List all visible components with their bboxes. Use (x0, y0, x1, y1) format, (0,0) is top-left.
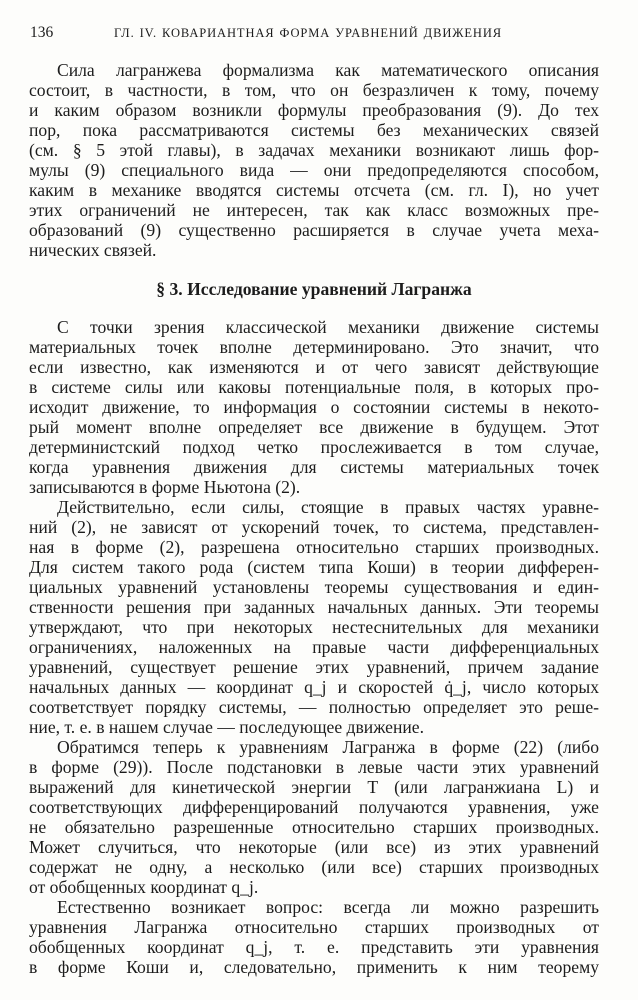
text-line: и каким образом возникли формулы преобразования (9). До тех (29, 100, 599, 120)
text-line: Естественно возникает вопрос: всегда ли можно разрешить (57, 897, 599, 917)
page-number: 136 (30, 24, 54, 41)
page-header (30, 20, 602, 46)
text-line: начальных данных — координат q_j и скоростей q̇_j, число которых (29, 677, 599, 697)
paragraph (29, 317, 599, 497)
text-line: материальных точек вполне детерминировано. Это значит, что (29, 337, 599, 357)
text-line: Обратимся теперь к уравнениям Лагранжа в форме (22) (либо (57, 737, 599, 757)
text-line: мулы (9) специального вида — они предопределяются способом, (29, 160, 599, 180)
text-line: в форме Коши и, следовательно, применить к ним теорему (29, 957, 599, 977)
text-line: Действительно, если силы, стоящие в правых частях уравне- (57, 497, 599, 517)
text-line: ограничениях, наложенных на правые части дифференциальных (29, 637, 599, 657)
text-line: циальных уравнений установлены теоремы существования и един- (29, 577, 599, 597)
text-line: если известно, как изменяются и от чего зависят действующие (29, 357, 599, 377)
text-line: состоит, в частности, в том, что он безразличен к тому, почему (29, 80, 599, 100)
text-line: когда уравнения движения для системы материальных точек (29, 457, 599, 477)
body-text (29, 60, 599, 977)
text-line: исходит движение, то информация о состоянии системы в некото- (29, 397, 599, 417)
paragraph (29, 737, 599, 897)
paragraph (29, 897, 599, 977)
text-line: записываются в форме Ньютона (2). (29, 477, 301, 497)
text-line: в форме (29)). После подстановки в левые части этих уравнений (29, 757, 599, 777)
paragraph (29, 60, 599, 260)
text-line: этих ограничений не интересен, так как класс возможных пре- (29, 200, 599, 220)
text-line: ственности решения при заданных начальных данных. Эти теоремы (29, 597, 599, 617)
text-line: выражений для кинетической энергии T (или лагранжиана L) и (29, 777, 599, 797)
text-line: Может случиться, что некоторые (или все) из этих уравнений (29, 837, 599, 857)
text-line: утверждают, что при некоторых нестеснительных для механики (29, 617, 599, 637)
text-line: каким в механике вводятся системы отсчета (см. гл. I), но учет (29, 180, 599, 200)
running-title: ГЛ. IV. КОВАРИАНТНАЯ ФОРМА УРАВНЕНИЙ ДВИЖЕНИЯ (114, 26, 502, 40)
text-line: (см. § 5 этой главы), в задачах механики возникают лишь фор- (29, 140, 599, 160)
text-line: не обязательно разрешенные относительно старших производных. (29, 817, 599, 837)
text-line: соответствующих дифференцирований получаются уравнения, уже (29, 797, 599, 817)
text-line: детерминистский подход четко прослеживается в том случае, (29, 437, 599, 457)
text-line: нических связей. (29, 240, 157, 260)
text-line: в системе силы или каковы потенциальные поля, в которых про- (29, 377, 599, 397)
paragraph (29, 497, 599, 737)
text-line: ние, т. е. в нашем случае — последующее движение. (29, 717, 424, 737)
text-line: уравнения Лагранжа относительно старших производных от (29, 917, 599, 937)
text-line: ная в форме (2), разрешена относительно старших производных. (29, 537, 599, 557)
text-line: от обобщенных координат q_j. (29, 877, 259, 897)
text-line: соответствует порядку системы, — полностью определяет это реше- (29, 697, 599, 717)
text-line: уравнений, существует решение этих уравнений, причем задание (29, 657, 599, 677)
text-line: содержат не одну, а несколько (или все) старших производных (29, 857, 599, 877)
text-line: ний (2), не зависят от ускорений точек, то система, представлен- (29, 517, 599, 537)
text-line: образований (9) существенно расширяется в случае учета меха- (29, 220, 599, 240)
text-line: С точки зрения классической механики движение системы (57, 317, 599, 337)
section-heading: § 3. Исследование уравнений Лагранжа (156, 279, 472, 299)
text-line: рый момент вполне определяет все движение в будущем. Этот (29, 417, 599, 437)
text-line: Для систем такого рода (систем типа Коши) в теории дифферен- (29, 557, 599, 577)
text-line: пор, пока рассматриваются системы без механических связей (29, 120, 599, 140)
text-line: обобщенных координат q_j, т. е. представить эти уравнения (29, 937, 599, 957)
text-line: Сила лагранжева формализма как математического описания (57, 60, 599, 80)
